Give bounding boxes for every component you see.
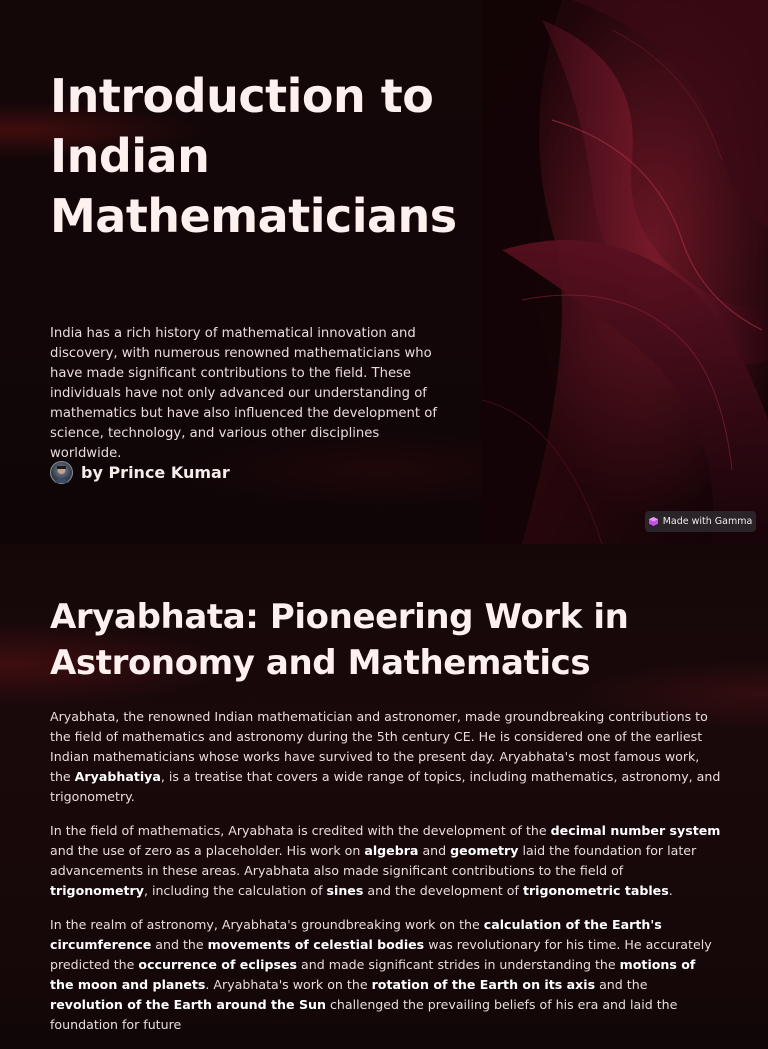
- bold-term: geometry: [450, 843, 519, 858]
- text-run: and the: [151, 937, 208, 952]
- text-run: , is a treatise that covers a wide range of topics, including mathematics, astronomy, and trigonometry.: [50, 769, 721, 804]
- bold-term: occurrence of eclipses: [138, 957, 297, 972]
- text-run: .: [668, 883, 673, 898]
- aryabhata-slide: [0, 544, 768, 1032]
- bold-term: Aryabhatiya: [74, 769, 161, 784]
- author-avatar: [50, 461, 73, 484]
- text-run: and: [418, 843, 451, 858]
- text-run: challenged the prevailing beliefs of his era and laid the foundation for future: [50, 997, 678, 1032]
- bold-term: revolution of the Earth around the Sun: [50, 997, 326, 1012]
- bold-term: trigonometric tables: [522, 883, 669, 898]
- badge-label: Made with Gamma: [662, 516, 753, 527]
- text-run: Aryabhata, the renowned Indian mathematician and astronomer, made groundbreaking contributions to the field of mathematics and astronomy during the 5th century CE. He is considered one of the earliest Indian mathematicians whose works have survived to the present day. Aryabhata's most famous work, the: [50, 709, 708, 784]
- bold-term: motions of the moon and planets: [50, 957, 696, 992]
- text-run: laid the foundation for later advancements in these areas. Aryabhata also made significant contributions to the field of: [50, 843, 697, 878]
- gamma-logo-icon: [649, 517, 658, 526]
- text-run: was revolutionary for his time. He accurately predicted the: [50, 937, 712, 972]
- body-paragraph: [50, 707, 722, 807]
- text-run: and the: [595, 977, 648, 992]
- bold-term: trigonometry: [50, 883, 144, 898]
- made-with-gamma-badge[interactable]: [645, 511, 756, 532]
- slide-body: [50, 707, 722, 1049]
- bold-term: calculation of the Earth's circumference: [50, 917, 662, 952]
- text-run: and made significant strides in understanding the: [297, 957, 620, 972]
- text-run: , including the calculation of: [143, 883, 327, 898]
- author-byline: [50, 460, 230, 484]
- text-run: In the realm of astronomy, Aryabhata's groundbreaking work on the: [50, 917, 484, 932]
- bold-term: sines: [326, 883, 364, 898]
- text-run: . Aryabhata's work on the: [205, 977, 372, 992]
- text-run: In the field of mathematics, Aryabhata is credited with the development of the: [50, 823, 551, 838]
- text-run: and the development of: [363, 883, 523, 898]
- slide-title: Aryabhata: Pioneering Work in Astronomy and Mathematics: [50, 597, 629, 683]
- slide-title: Introduction to Indian Mathematicians: [50, 69, 457, 243]
- body-paragraph: [50, 915, 722, 1035]
- author-name: by Prince Kumar: [81, 462, 230, 482]
- bold-term: movements of celestial bodies: [207, 937, 425, 952]
- bold-term: rotation of the Earth on its axis: [371, 977, 596, 992]
- intro-paragraph: India has a rich history of mathematical innovation and discovery, with numerous renowned mathematicians who have made significant contributions to the field. These individuals have not only advanced our understanding of mathematics but have also influenced the development of science, technology, and various other disciplines worldwide.: [50, 326, 437, 461]
- bold-term: algebra: [364, 843, 419, 858]
- text-run: and the use of zero as a placeholder. His work on: [50, 843, 365, 858]
- bold-term: decimal number system: [550, 823, 721, 838]
- abstract-hero-image: [482, 0, 768, 544]
- body-paragraph: [50, 821, 722, 901]
